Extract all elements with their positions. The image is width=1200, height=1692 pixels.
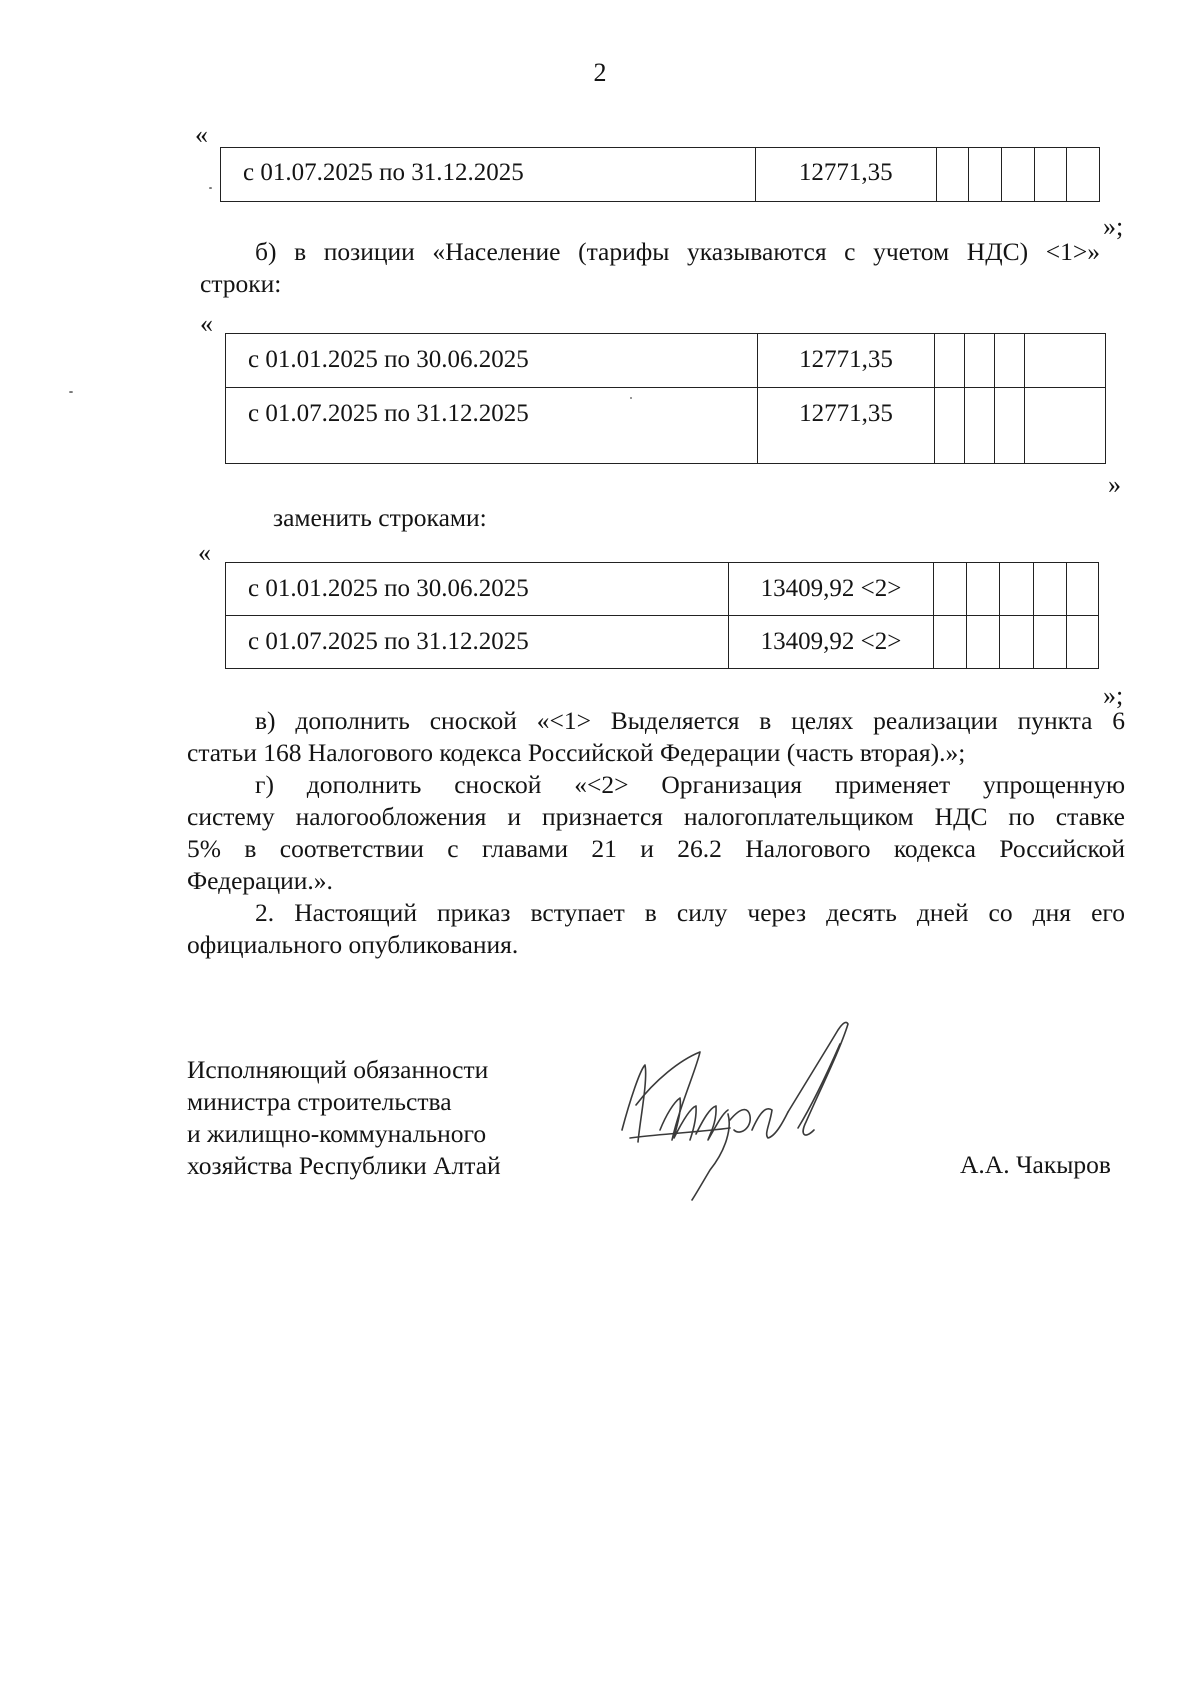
scan-speck <box>69 391 73 393</box>
paragraph-b-line1: б) в позиции «Население (тарифы указываются с учетом НДС) <1>» <box>255 237 1100 266</box>
period-cell: с 01.07.2025 по 31.12.2025 <box>221 148 756 202</box>
value-cell: 12771,35 <box>758 334 935 388</box>
signer-name: А.А. Чакыров <box>960 1150 1111 1179</box>
table-row <box>226 563 1099 616</box>
table-1 <box>220 147 1100 202</box>
opening-quote: « <box>200 309 213 338</box>
page-number: 2 <box>593 58 607 87</box>
value-cell: 13409,92 <2> <box>729 616 934 669</box>
table-row <box>221 148 1100 202</box>
paragraph-g-line4: Федерации.». <box>187 866 333 895</box>
paragraph-g-line1: г) дополнить сноской «<2> Организация применяет упрощенную <box>255 770 1125 799</box>
paragraph-g-line3: 5% в соответствии с главами 21 и 26.2 Налогового кодекса Российской <box>187 834 1125 863</box>
position-line: и жилищно-коммунального <box>187 1119 487 1148</box>
value-cell: 12771,35 <box>758 388 935 464</box>
table-row <box>226 334 1106 388</box>
value-cell: 12771,35 <box>755 148 936 202</box>
scan-speck <box>209 187 212 189</box>
paragraph-g-line2: систему налогообложения и признается налогоплательщиком НДС по ставке <box>187 802 1125 831</box>
position-line: Исполняющий обязанности <box>187 1055 489 1084</box>
closing-quote: » <box>1108 470 1121 499</box>
paragraph-2-line1: 2. Настоящий приказ вступает в силу через десять дней со дня его <box>255 898 1125 927</box>
opening-quote: « <box>198 538 211 567</box>
table-row <box>226 616 1099 669</box>
period-cell: с 01.01.2025 по 30.06.2025 <box>226 334 758 388</box>
handwritten-signature <box>600 1010 890 1205</box>
period-cell: с 01.07.2025 по 31.12.2025 <box>226 616 729 669</box>
period-cell: с 01.01.2025 по 30.06.2025 <box>226 563 729 616</box>
paragraph-b-line2: строки: <box>200 269 282 298</box>
scan-speck <box>630 397 632 399</box>
closing-quote: »; <box>1103 212 1124 241</box>
signature-block <box>187 1054 501 1182</box>
paragraph-v-line1: в) дополнить сноской «<1> Выделяется в целях реализации пункта 6 <box>255 706 1125 735</box>
table-row <box>226 388 1106 464</box>
paragraph-v-line2: статьи 168 Налогового кодекса Российской Федерации (часть вторая).»; <box>187 738 966 767</box>
replace-with-label: заменить строками: <box>273 503 487 532</box>
period-cell: с 01.07.2025 по 31.12.2025 <box>226 388 758 464</box>
value-cell: 13409,92 <2> <box>729 563 934 616</box>
paragraph-2-line2: официального опубликования. <box>187 930 519 959</box>
position-line: хозяйства Республики Алтай <box>187 1151 501 1180</box>
opening-quote: « <box>195 120 208 149</box>
table-3 <box>225 562 1099 669</box>
position-line: министра строительства <box>187 1087 452 1116</box>
table-2 <box>225 333 1106 464</box>
closing-quote: »; <box>1103 681 1124 710</box>
